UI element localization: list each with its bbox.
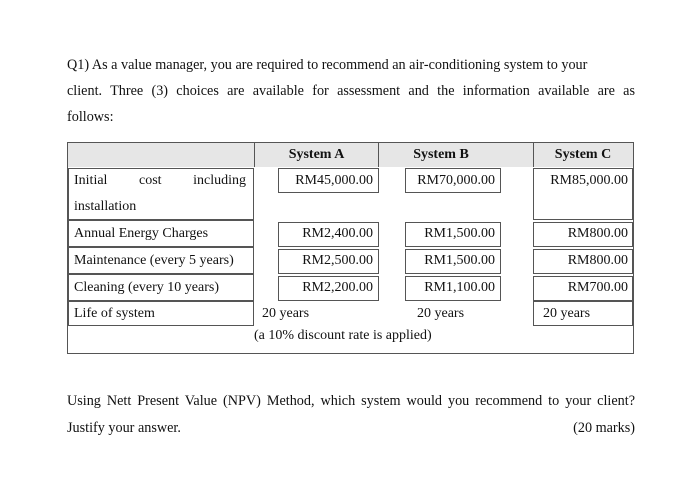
value-a-cleaning: RM2,200.00 bbox=[302, 280, 373, 295]
marks-label: (20 marks) bbox=[573, 420, 635, 436]
value-c-energy: RM800.00 bbox=[567, 226, 628, 241]
question-line-3: follows: bbox=[67, 109, 114, 125]
value-c-initial: RM85,000.00 bbox=[550, 173, 628, 188]
row-label-life: Life of system bbox=[74, 306, 155, 321]
value-a-maintenance: RM2,500.00 bbox=[302, 253, 373, 268]
row-label-energy: Annual Energy Charges bbox=[74, 226, 209, 241]
value-b-initial: RM70,000.00 bbox=[417, 173, 495, 188]
row-label-initial bbox=[74, 170, 246, 192]
value-c-cleaning: RM700.00 bbox=[567, 280, 628, 295]
question-line-1-text: Q1) As a value manager, you are required to recommend an air-conditioning system to your bbox=[67, 57, 588, 73]
value-c-maintenance: RM800.00 bbox=[567, 253, 628, 268]
row-label-cleaning: Cleaning (every 10 years) bbox=[74, 280, 219, 295]
value-b-life: 20 years bbox=[417, 306, 465, 321]
header-system-a: System A bbox=[288, 147, 345, 162]
value-a-energy: RM2,400.00 bbox=[302, 226, 373, 241]
question-line-2: client. Three (3) choices are available for assessment and the information available are as bbox=[67, 83, 635, 99]
value-c-life: 20 years bbox=[543, 306, 591, 321]
closing-line-1: Using Nett Present Value (NPV) Method, which system would you recommend to your client? bbox=[67, 393, 635, 409]
value-b-energy: RM1,500.00 bbox=[424, 226, 495, 241]
row-label-initial-w2: cost bbox=[138, 173, 162, 188]
closing-line-2 bbox=[67, 420, 635, 437]
row-label-maintenance: Maintenance (every 5 years) bbox=[74, 253, 234, 268]
value-a-initial: RM45,000.00 bbox=[295, 173, 373, 188]
value-a-life: 20 years bbox=[262, 306, 310, 321]
row-label-initial-w3: including bbox=[193, 173, 246, 188]
row-label-initial-w1: Initial bbox=[74, 173, 108, 188]
row-label-initial-line2: installation bbox=[74, 199, 137, 214]
question-line-1 bbox=[67, 57, 635, 74]
value-b-maintenance: RM1,500.00 bbox=[424, 253, 495, 268]
header-system-c: System C bbox=[554, 147, 612, 162]
value-b-cleaning: RM1,100.00 bbox=[424, 280, 495, 295]
discount-note: (a 10% discount rate is applied) bbox=[254, 328, 432, 343]
header-system-b: System B bbox=[413, 147, 469, 162]
closing-justify-text: Justify your answer. bbox=[67, 420, 181, 436]
